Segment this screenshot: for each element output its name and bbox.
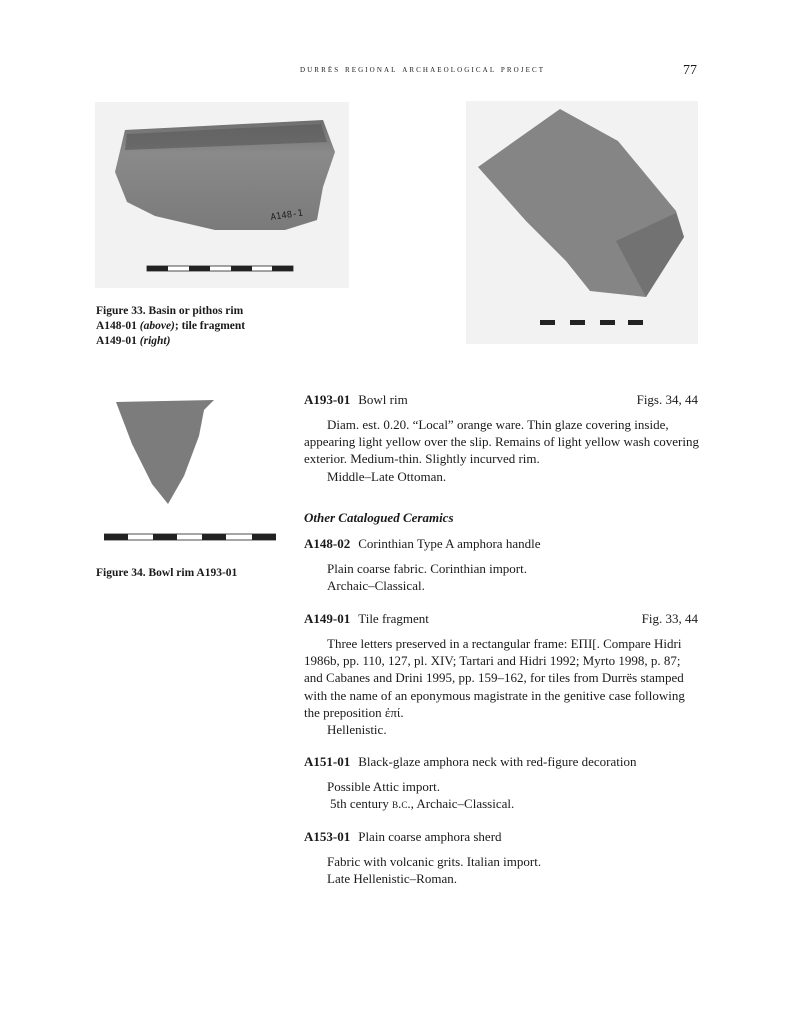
entry-date: 5th century b.c., Archaic–Classical. [330, 796, 515, 812]
figure-34-caption: Figure 34. Bowl rim A193-01 [96, 567, 238, 579]
running-head: durrës regional archaeological project [300, 64, 546, 75]
figure-reference: Fig. 33, 44 [641, 611, 698, 626]
entry-date: Middle–Late Ottoman. [327, 468, 447, 484]
entry-title: Corinthian Type A amphora handle [358, 536, 541, 551]
sherd-label: A148-1 [270, 208, 304, 223]
entry-description: Diam. est. 0.20. “Local” orange ware. Thin glaze covering inside, appearing light yellow over the slip. Remains of light yellow wash covering exterior. Medium-thin. Slightly incurved rim. [304, 417, 699, 467]
entry-a148-02-body [304, 560, 700, 594]
entry-a148-02-heading [304, 536, 698, 552]
section-heading-other-ceramics: Other Catalogued Ceramics [304, 510, 454, 525]
entry-description: Plain coarse fabric. Corinthian import. [327, 561, 528, 576]
entry-a153-heading [304, 829, 698, 845]
entry-title: Black-glaze amphora neck with red-figure decoration [358, 754, 637, 769]
entry-description: Possible Attic import. [327, 779, 441, 794]
entry-id: A193-01 [304, 392, 351, 407]
entry-a149-body [304, 635, 700, 738]
figure-reference: Figs. 34, 44 [636, 392, 698, 407]
entry-a151-heading [304, 754, 698, 770]
entry-id: A149-01 [304, 611, 351, 626]
entry-title: Tile fragment [358, 611, 429, 626]
entry-a193-heading [304, 392, 698, 408]
photo-basin-rim [95, 102, 349, 288]
figure-33-caption: Figure 33. Basin or pithos rim A148-01 (above); tile fragment A149-01 (right) [96, 305, 246, 347]
entry-description: Three letters preserved in a rectangular frame: ΕΠΙ[. Compare Hidri 1986b, pp. 110, 127, pl. XIV; Tartari and Hidri 1992; Myrto 1998, p. 87; and Cabanes and Drini 1995, pp. 159–162, for tiles from Durrës stamped with the name of an eponymous magistrate in the genitive case following the preposition ἐπί. [304, 636, 685, 720]
entry-description: Fabric with volcanic grits. Italian import. [327, 854, 542, 869]
entry-id: A151-01 [304, 754, 351, 769]
entry-a149-heading [304, 611, 698, 627]
entry-title: Bowl rim [358, 392, 408, 407]
entry-date: Archaic–Classical. [327, 578, 425, 594]
entry-date: Hellenistic. [327, 722, 387, 738]
scale-bar [147, 266, 293, 271]
scale-bar [104, 534, 276, 540]
entry-a151-body [304, 778, 700, 812]
entry-id: A148-02 [304, 536, 351, 551]
photo-bowl-rim [104, 396, 276, 544]
entry-a153-body [304, 853, 700, 887]
photo-tile-fragment [466, 101, 698, 344]
entry-date: Late Hellenistic–Roman. [327, 871, 457, 887]
entry-id: A153-01 [304, 829, 351, 844]
page-number: 77 [683, 63, 697, 78]
entry-a193-body [304, 416, 700, 485]
entry-title: Plain coarse amphora sherd [358, 829, 502, 844]
